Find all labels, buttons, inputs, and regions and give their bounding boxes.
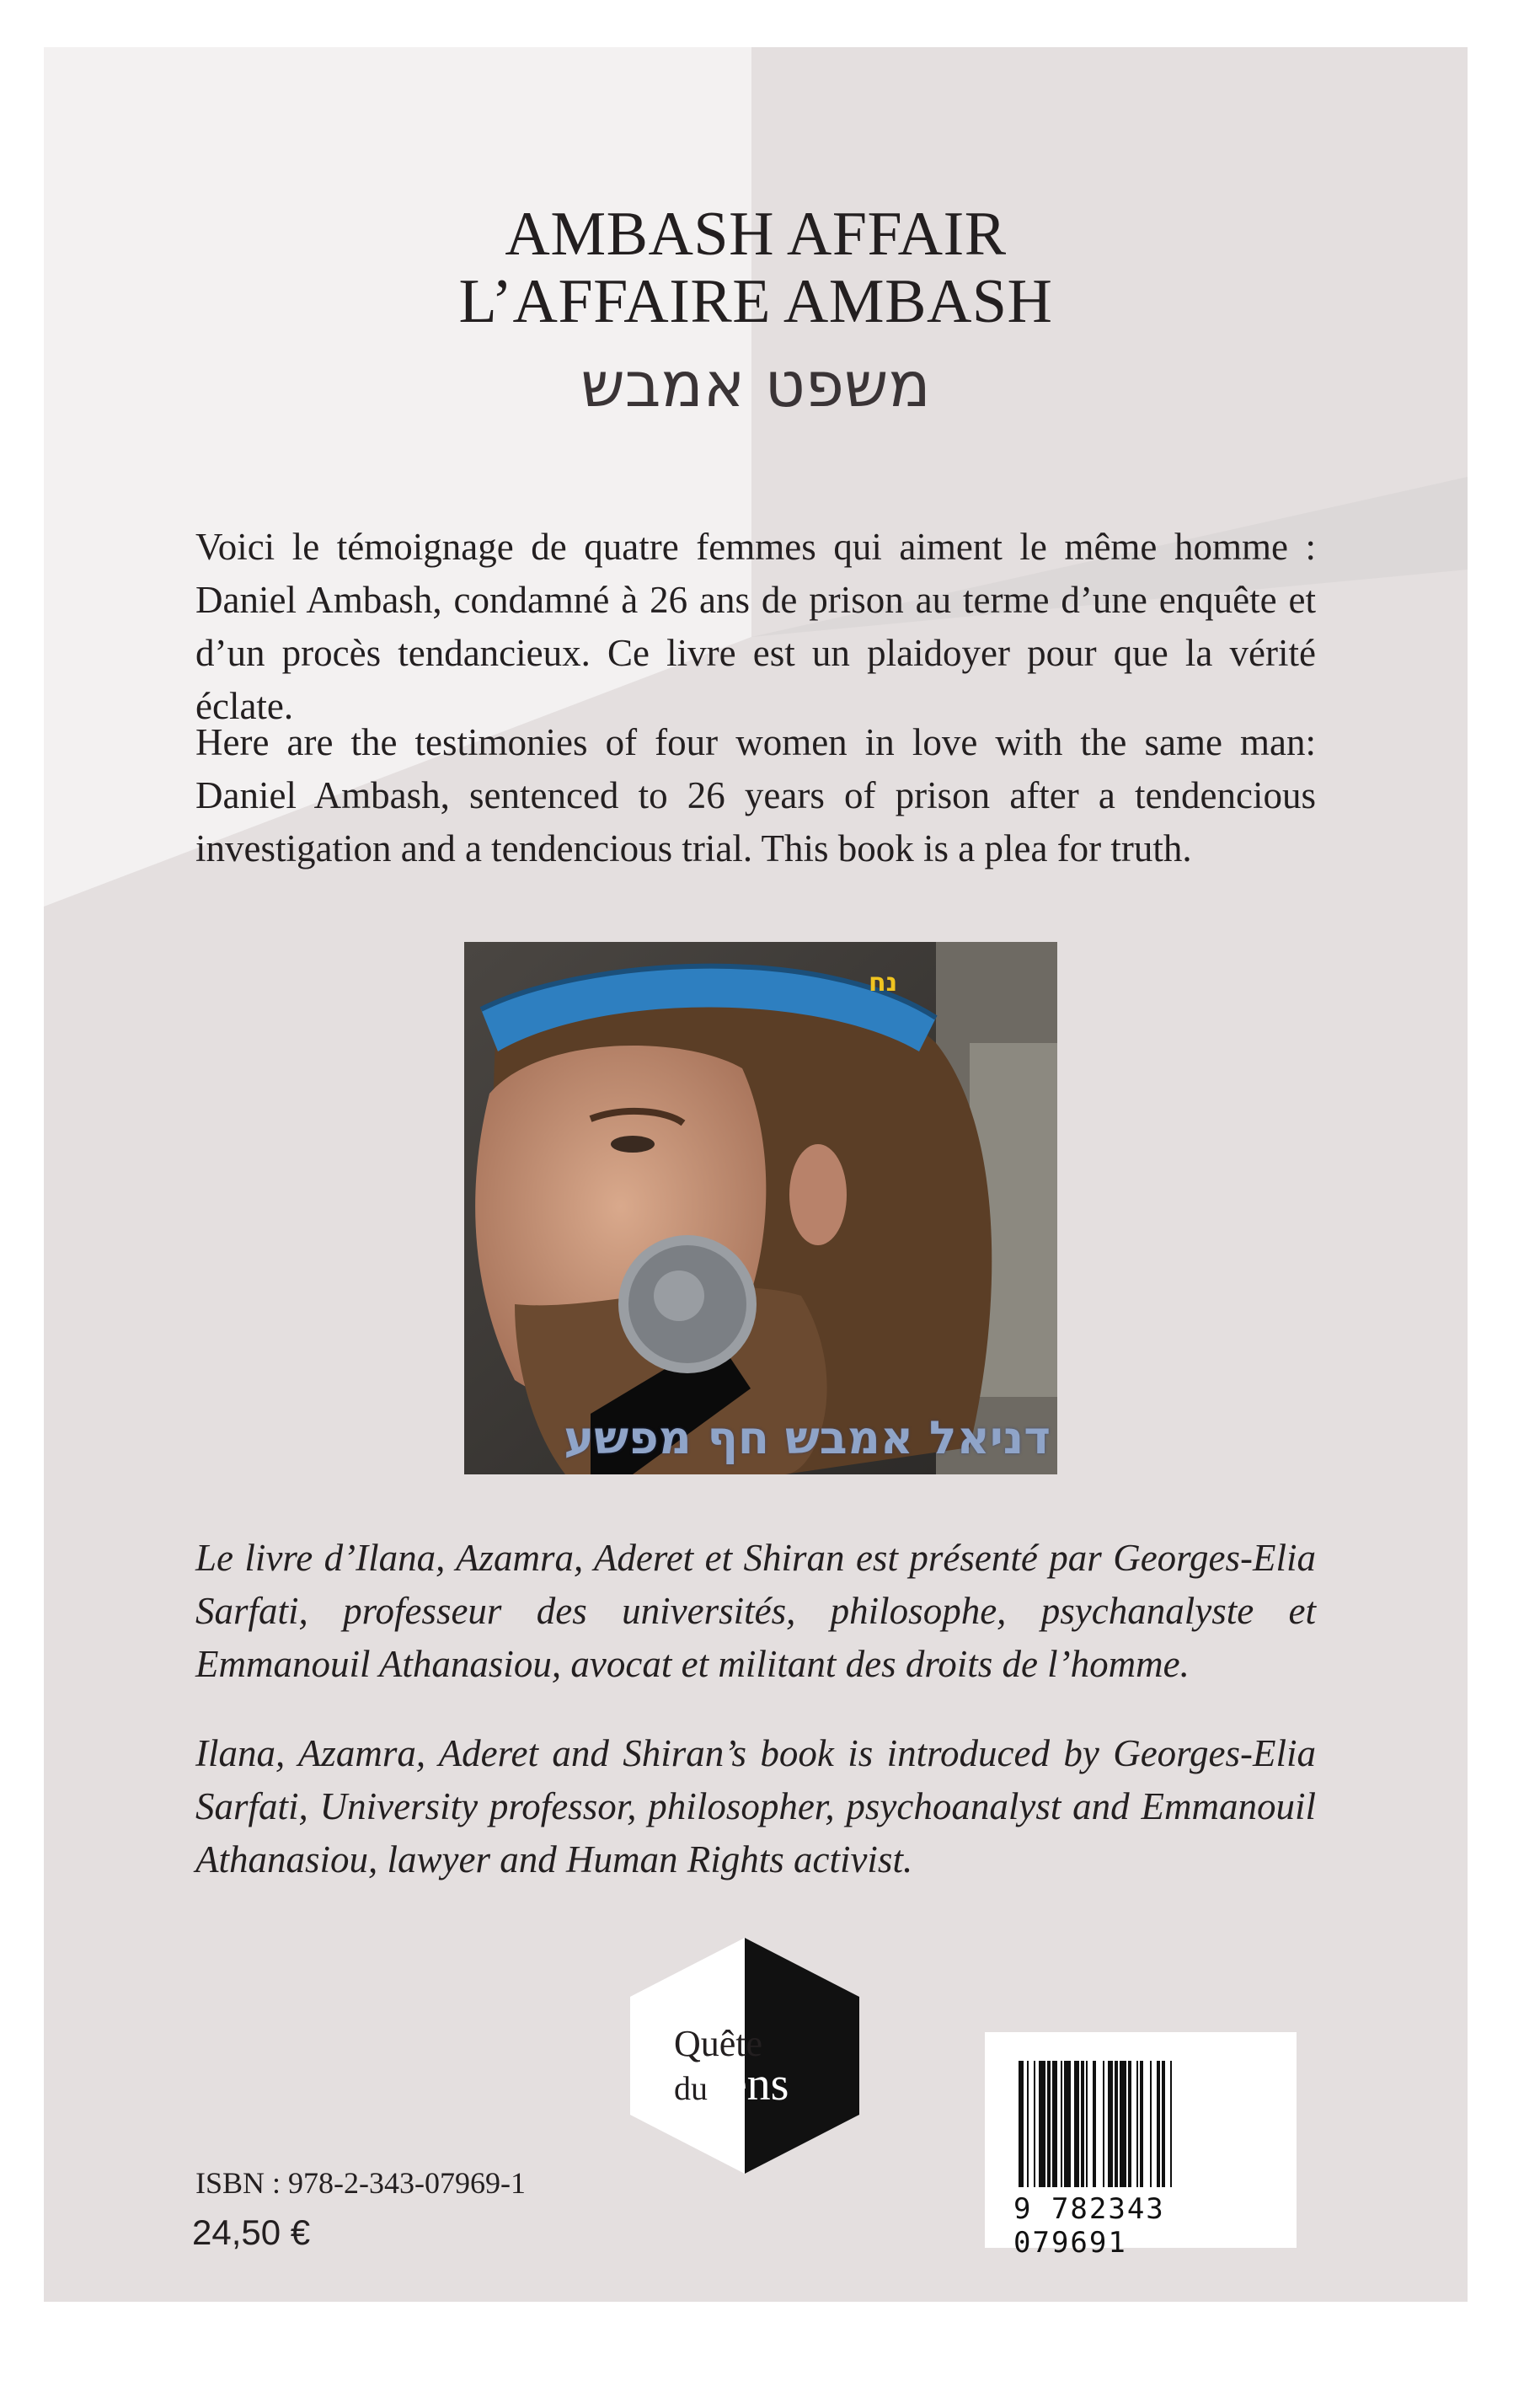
portrait-image <box>464 942 1057 1474</box>
barcode-bar <box>1128 2061 1131 2187</box>
presentation-french: Le livre d’Ilana, Azamra, Aderet et Shiran est présenté par Georges-Elia Sarfati, professeur des universités, philosophe, psychanalyste et Emmanouil Athanasiou, avocat et militant des droits de l’homme. <box>195 1537 1316 1685</box>
barcode-bar <box>1170 2061 1172 2187</box>
description-french: Voici le témoignage de quatre femmes qui aiment le même homme : Daniel Ambash, condamné à 26 ans de prison au terme d’une enquête et d’un procès tendancieux. Ce livre est un plaidoyer pour que la vérité éclate. <box>195 526 1316 727</box>
logo-word-sens: sens <box>708 2058 789 2110</box>
barcode-bar <box>1034 2061 1035 2187</box>
barcode-bar <box>1157 2061 1160 2187</box>
barcode-bar <box>1052 2061 1057 2187</box>
barcode-bar <box>1047 2061 1051 2187</box>
svg-text:נח: נח <box>869 968 898 998</box>
barcode-bar <box>1081 2061 1084 2187</box>
description-english: Here are the testimonies of four women in love with the same man: Daniel Ambash, sentenced to 26 years of prison after a tendencious investigation and a tendencious trial. This book is a plea for truth. <box>195 721 1316 869</box>
barcode-bar <box>1039 2061 1045 2187</box>
barcode-bar <box>1074 2061 1079 2187</box>
presentation-english: Ilana, Azamra, Aderet and Shiran’s book is introduced by Georges-Elia Sarfati, University professor, philosopher, psychoanalyst and Emmanouil Athanasiou, lawyer and Human Rights activist. <box>195 1732 1316 1880</box>
barcode-bar <box>1136 2061 1138 2187</box>
barcode-bar <box>1140 2061 1143 2187</box>
barcode-bar <box>1064 2061 1071 2187</box>
barcode-bar <box>1120 2061 1126 2187</box>
publisher-logo <box>630 1938 859 2174</box>
logo-word-quete: Quête <box>674 2023 763 2064</box>
logo-du-sens <box>674 2057 789 2111</box>
barcode <box>985 2032 1297 2260</box>
barcode-bar <box>1162 2061 1165 2187</box>
price-text: 24,50 € <box>192 2212 311 2252</box>
logo-word-du: du <box>674 2069 708 2107</box>
barcode-bar <box>1150 2061 1152 2187</box>
author-photo <box>464 942 1057 1474</box>
barcode-bar <box>1108 2061 1113 2187</box>
isbn-text: ISBN : 978-2-343-07969-1 <box>195 2166 526 2200</box>
barcode-digits: 9 782343 079691 <box>1013 2192 1165 2260</box>
barcode-bar <box>1103 2061 1104 2187</box>
barcode-bar <box>1093 2061 1096 2187</box>
title-hebrew: משפט אמבש <box>580 349 931 421</box>
back-cover <box>44 47 1468 2302</box>
photo-caption: דניאל אמבש חף מפשע <box>564 1411 1051 1464</box>
barcode-bar <box>1027 2061 1029 2187</box>
barcode-bar <box>1019 2061 1024 2187</box>
barcode-bar <box>1061 2061 1062 2187</box>
title-french: L’AFFAIRE AMBASH <box>458 267 1053 336</box>
barcode-bar <box>1086 2061 1088 2187</box>
title-english: AMBASH AFFAIR <box>505 200 1007 269</box>
barcode-bar <box>1115 2061 1118 2187</box>
